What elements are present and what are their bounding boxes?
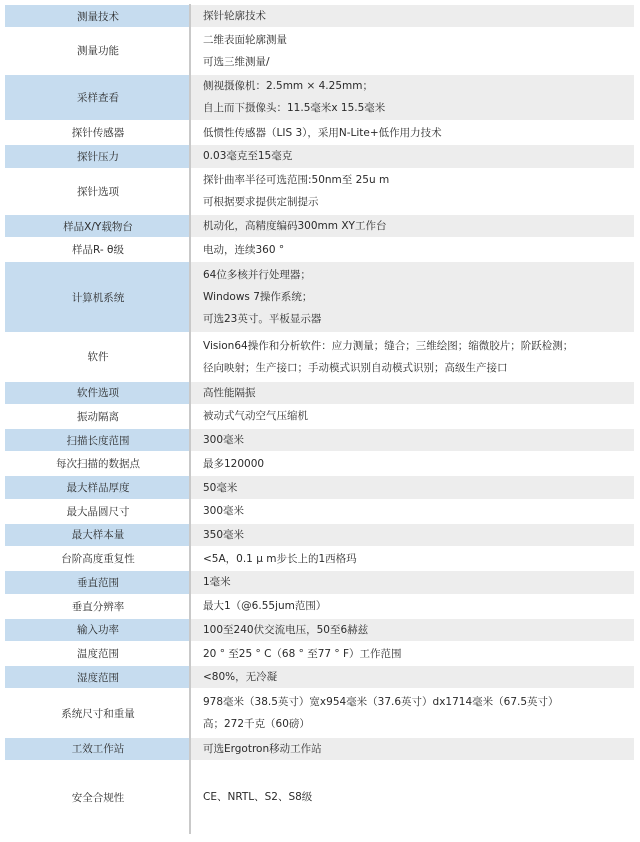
table-row (5, 74, 635, 120)
table-row (5, 145, 635, 168)
row-value (190, 214, 635, 237)
row-label: 软件 (5, 333, 191, 381)
row-label: 样品R- θ级 (5, 238, 191, 262)
row-label: 输入功率 (5, 618, 191, 641)
row-label: 振动隔离 (5, 404, 191, 428)
row-label: 测量功能 (5, 28, 191, 74)
table-row (5, 571, 635, 594)
row-label: 垂直分辨率 (5, 594, 191, 618)
row-label: 探针压力 (5, 145, 191, 168)
value-line: Windows 7操作系统； (203, 291, 313, 304)
value-line: 最多120000 (203, 457, 265, 470)
value-line: 可选Ergotron移动工作站 (203, 742, 322, 755)
value-line: 最大1（@6.55jum范围） (203, 600, 327, 613)
row-value (190, 238, 635, 262)
value-line: 可根据要求提供定制提示 (203, 196, 319, 209)
table-row (5, 333, 635, 381)
row-value (190, 666, 635, 689)
row-value (190, 404, 635, 428)
value-line: 64位多核并行处理器； (203, 269, 311, 282)
row-value (190, 74, 635, 120)
row-value (190, 452, 635, 476)
row-label: 系统尺寸和重量 (5, 689, 191, 737)
row-label: 垂直范围 (5, 571, 191, 594)
value-line: 高；272千克（60磅） (203, 718, 310, 731)
row-value (190, 381, 635, 404)
value-line: 低惯性传感器（LIS 3），采用N-Lite+低作用力技术 (203, 126, 442, 139)
row-value (190, 523, 635, 546)
value-line: 自上而下摄像头：11.5毫米x 15.5毫米 (203, 102, 386, 115)
row-label: 计算机系统 (5, 262, 191, 333)
table-row (5, 761, 635, 834)
value-line: 可选23英寸。平板显示器 (203, 313, 322, 326)
row-label: 工效工作站 (5, 737, 191, 760)
table-row (5, 5, 635, 28)
row-label: 测量技术 (5, 5, 191, 28)
value-line: 机动化，高精度编码300mm XY工作台 (203, 220, 387, 233)
table-row (5, 737, 635, 760)
table-row (5, 404, 635, 428)
value-line: 可选三维测量/ (203, 55, 270, 68)
value-line: 高性能隔振 (203, 386, 256, 399)
table-row (5, 641, 635, 665)
row-label: 每次扫描的数据点 (5, 452, 191, 476)
value-line: 0.03毫克至15毫克 (203, 150, 293, 163)
row-label: 温度范围 (5, 641, 191, 665)
row-value (190, 476, 635, 499)
table-row (5, 381, 635, 404)
row-value (190, 594, 635, 618)
value-line: 二维表面轮廓测量 (203, 33, 287, 46)
row-value (190, 28, 635, 74)
table-row (5, 523, 635, 546)
row-label: 台阶高度重复性 (5, 547, 191, 571)
value-line: CE、NRTL、S2、S8级 (203, 791, 313, 804)
row-label: 探针选项 (5, 168, 191, 214)
value-line: 探针曲率半径可选范围:50nm至 25u m (203, 174, 390, 187)
value-line: 被动式气动空气压缩机 (203, 410, 308, 423)
table-row (5, 666, 635, 689)
table-row (5, 452, 635, 476)
row-label: 探针传感器 (5, 121, 191, 145)
value-line: 1毫米 (203, 576, 231, 589)
row-value (190, 262, 635, 333)
table-row (5, 476, 635, 499)
value-line: 978毫米（38.5英寸）宽x954毫米（37.6英寸）dx1714毫米（67.5英寸） (203, 696, 559, 709)
table-row (5, 499, 635, 523)
value-line: 电动，连续360 ° (203, 243, 285, 256)
row-value (190, 168, 635, 214)
row-label: 湿度范围 (5, 666, 191, 689)
specification-table-body (5, 5, 635, 834)
row-value (190, 428, 635, 451)
specification-table (4, 4, 635, 834)
table-row (5, 28, 635, 74)
value-line: 探针轮廓技术 (203, 10, 266, 23)
table-row (5, 168, 635, 214)
row-value (190, 689, 635, 737)
value-line: 20 ° 至25 ° C（68 ° 至77 ° F）工作范围 (203, 647, 402, 660)
table-row (5, 214, 635, 237)
value-line: 径向映射；生产接口；手动模式识别自动模式识别；高级生产接口 (203, 361, 508, 374)
row-value (190, 333, 635, 381)
row-value (190, 145, 635, 168)
row-label: 最大样本量 (5, 523, 191, 546)
row-label: 安全合规性 (5, 761, 191, 834)
table-row (5, 121, 635, 145)
row-label: 软件选项 (5, 381, 191, 404)
value-line: <80%，无冷凝 (203, 671, 278, 684)
table-row (5, 594, 635, 618)
value-line: 100至240伏交流电压，50至6赫兹 (203, 623, 369, 636)
row-label: 最大样品厚度 (5, 476, 191, 499)
table-row (5, 262, 635, 333)
table-row (5, 547, 635, 571)
row-value (190, 121, 635, 145)
row-value (190, 547, 635, 571)
table-row (5, 428, 635, 451)
row-value (190, 571, 635, 594)
value-line: 侧视摄像机：2.5mm × 4.25mm； (203, 80, 373, 93)
row-value (190, 737, 635, 760)
row-label: 最大晶圆尺寸 (5, 499, 191, 523)
value-line: 350毫米 (203, 528, 245, 541)
table-row (5, 689, 635, 737)
value-line: <5A，0.1 μ m步长上的1西格玛 (203, 552, 357, 565)
value-line: 300毫米 (203, 434, 245, 447)
table-row (5, 618, 635, 641)
value-line: 300毫米 (203, 505, 245, 518)
row-value (190, 641, 635, 665)
row-value (190, 761, 635, 834)
row-label: 采样查看 (5, 74, 191, 120)
row-value (190, 618, 635, 641)
row-value (190, 5, 635, 28)
row-label: 扫描长度范围 (5, 428, 191, 451)
value-line: Vision64操作和分析软件：应力测量；缝合；三维绘图；缩微胶片；阶跃检测； (203, 339, 574, 352)
row-label: 样品X/Y载物台 (5, 214, 191, 237)
value-line: 50毫米 (203, 481, 238, 494)
row-value (190, 499, 635, 523)
table-row (5, 238, 635, 262)
